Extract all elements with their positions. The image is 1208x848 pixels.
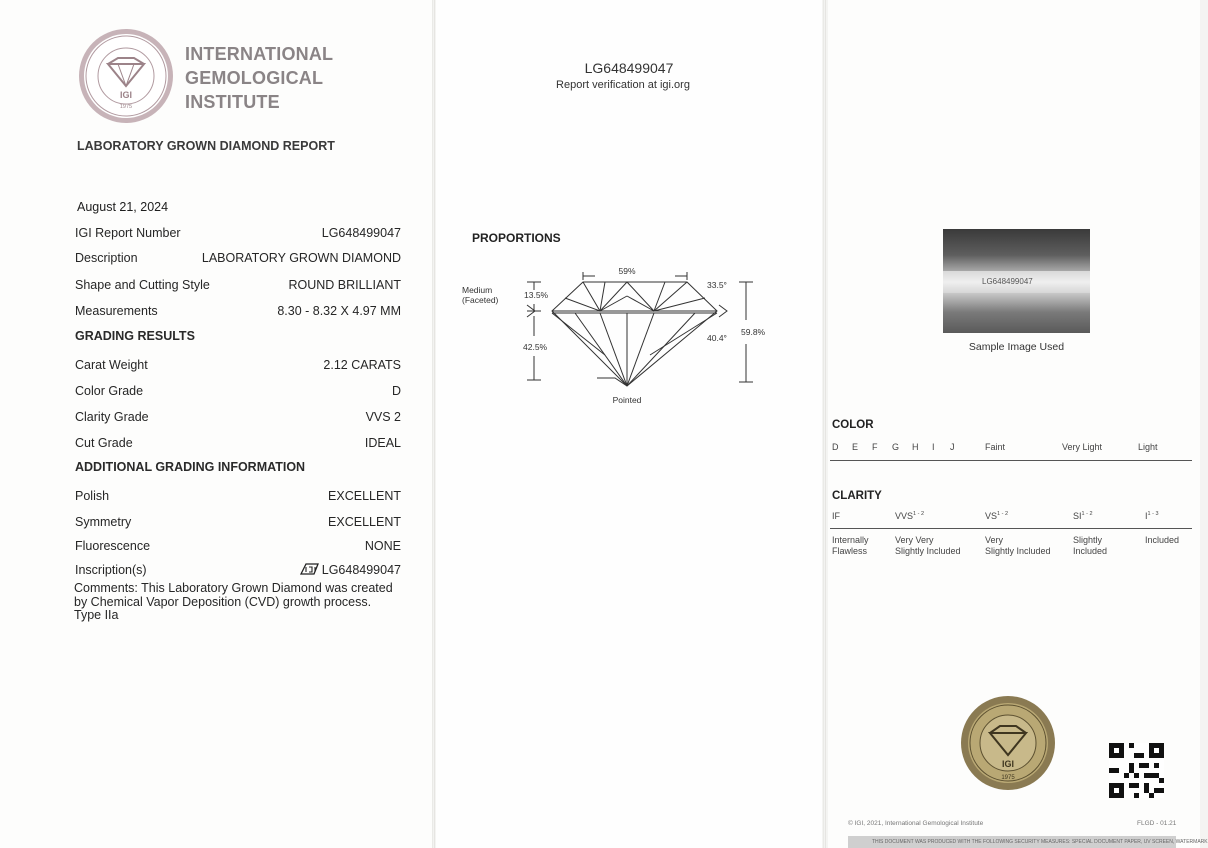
institute-name-line: INTERNATIONAL: [185, 44, 334, 64]
institute-name-line: GEMOLOGICAL: [185, 68, 324, 88]
crown-angle-label: 33.5°: [707, 280, 727, 290]
clarity-desc-line: Very: [985, 535, 1004, 545]
qr-code-icon: [1109, 743, 1164, 798]
clarity-desc: [832, 535, 869, 557]
section-title-grading: GRADING RESULTS: [75, 329, 195, 343]
color-letter: G: [892, 442, 900, 452]
security-strip: [848, 836, 1208, 848]
svg-text:IGI: IGI: [1001, 759, 1015, 769]
clarity-scale-title: CLARITY: [832, 490, 882, 502]
diamond-type: Type IIa: [74, 608, 119, 622]
clarity-code: [1145, 511, 1159, 521]
clarity-desc-line: Slightly Included: [985, 546, 1051, 556]
clarity-code-text: SI: [1073, 511, 1082, 521]
color-letter: H: [912, 442, 919, 452]
proportions-diagram: [455, 260, 795, 410]
clarity-code-text: I: [1145, 511, 1148, 521]
additional-label: Inscription(s): [75, 563, 147, 577]
clarity-desc-line: Very Very: [895, 535, 934, 545]
report-date: August 21, 2024: [77, 200, 169, 214]
clarity-code-range: 1 - 2: [1081, 511, 1093, 517]
color-range-light: Light: [1138, 442, 1158, 452]
form-code: FLGD - 01.21: [1137, 820, 1177, 827]
grading-label: Color Grade: [75, 384, 144, 398]
copyright-text: © IGI, 2021, International Gemological Institute: [848, 820, 984, 827]
total-depth-label: 59.8%: [741, 327, 766, 337]
grading-label: Clarity Grade: [75, 410, 149, 424]
seal2-year: 1975: [1001, 775, 1015, 781]
clarity-scale-line: [830, 528, 1192, 529]
color-scale-title: COLOR: [832, 419, 874, 431]
igi-mini-logo-icon: [300, 563, 320, 578]
inscription-text: LG648499047: [321, 563, 401, 577]
seal-year: 1975: [119, 104, 133, 110]
clarity-code-range: 1 - 2: [997, 511, 1009, 517]
grading-value: VVS 2: [365, 410, 401, 424]
diamond-outline: [552, 282, 717, 386]
clarity-desc-line: Internally: [832, 535, 869, 545]
clarity-code: [895, 511, 924, 521]
clarity-desc: [1073, 535, 1107, 557]
table-percent-label: 59%: [618, 266, 636, 276]
igi-seal-logo: [78, 28, 174, 124]
institute-name-line: INSTITUTE: [185, 92, 280, 112]
color-letter: E: [852, 442, 859, 452]
additional-label: Symmetry: [75, 515, 132, 529]
pavilion-depth-label: 42.5%: [523, 342, 548, 352]
clarity-desc-line: Included: [1073, 546, 1108, 556]
crown-height-label: 13.5%: [524, 290, 549, 300]
detail-label: Shape and Cutting Style: [75, 278, 210, 292]
proportions-title: PROPORTIONS: [472, 231, 561, 245]
culet-label: Pointed: [612, 395, 642, 405]
verification-text: Report verification at igi.org: [556, 79, 690, 91]
clarity-code-range: 1 - 3: [1147, 511, 1159, 517]
additional-value: EXCELLENT: [328, 515, 401, 529]
clarity-desc-line: Included: [1145, 535, 1180, 545]
comments-block: [74, 582, 394, 623]
grading-label: Cut Grade: [75, 436, 133, 450]
clarity-code-range: 1 - 2: [913, 511, 925, 517]
report-panel-middle: [436, 0, 822, 848]
verification-report-number: LG648499047: [584, 60, 674, 76]
clarity-code: [985, 511, 1008, 521]
detail-value: LABORATORY GROWN DIAMOND: [201, 251, 401, 265]
color-letter: F: [872, 442, 878, 452]
clarity-desc: [895, 535, 961, 557]
girdle-label-line1: Medium: [462, 285, 493, 295]
igi-gold-hologram-seal: [960, 695, 1056, 791]
girdle-label-line2: (Faceted): [462, 295, 499, 305]
detail-label: Measurements: [75, 304, 158, 318]
sample-girdle-image: [943, 229, 1090, 333]
clarity-code-text: VS: [985, 511, 998, 521]
additional-value: EXCELLENT: [328, 489, 401, 503]
clarity-code-text: VVS: [895, 511, 914, 521]
color-letter: D: [832, 442, 839, 452]
clarity-code: [1073, 511, 1093, 521]
grading-value: 2.12 CARATS: [323, 358, 401, 372]
detail-value: LG648499047: [321, 226, 401, 240]
security-note: THIS DOCUMENT WAS PRODUCED WITH THE FOLLOWING SECURITY MEASURES: SPECIAL DOCUMENT PAPER, UV SCREEN, WATERMARK: [872, 839, 1208, 845]
additional-label: Fluorescence: [75, 539, 151, 553]
clarity-desc-line: Flawless: [832, 546, 868, 556]
clarity-code: IF: [832, 511, 840, 521]
fold-line: [432, 0, 435, 848]
clarity-desc: [1145, 535, 1179, 546]
color-scale-line: [830, 460, 1192, 461]
grading-value: D: [391, 384, 401, 398]
clarity-desc-line: Slightly: [1073, 535, 1103, 545]
institute-name: [185, 42, 333, 114]
pavilion-angle-label: 40.4°: [707, 333, 727, 343]
additional-label: Polish: [75, 489, 110, 503]
comments-text: Comments: This Laboratory Grown Diamond was created by Chemical Vapor Deposition (CVD) growth process.: [74, 581, 393, 609]
girdle-engraving: LG648499047: [982, 277, 1033, 286]
detail-label: Description: [75, 251, 138, 265]
section-title-additional: ADDITIONAL GRADING INFORMATION: [75, 460, 306, 474]
clarity-desc: [985, 535, 1051, 557]
color-letter: I: [932, 442, 935, 452]
inscription-value: [300, 563, 401, 578]
report-panel-left: [0, 0, 432, 848]
detail-label: IGI Report Number: [75, 226, 181, 240]
additional-value: NONE: [364, 539, 401, 553]
svg-text:IGI: IGI: [119, 90, 133, 100]
clarity-desc-line: Slightly Included: [895, 546, 961, 556]
color-range-very-light: Very Light: [1062, 442, 1103, 452]
grading-value: IDEAL: [364, 436, 401, 450]
color-letter: J: [950, 442, 955, 452]
report-title: LABORATORY GROWN DIAMOND REPORT: [77, 139, 335, 153]
fold-line: [823, 0, 826, 848]
color-range-faint: Faint: [985, 442, 1006, 452]
detail-value: 8.30 - 8.32 X 4.97 MM: [277, 304, 401, 318]
sample-image-caption: Sample Image Used: [968, 341, 1065, 353]
detail-value: ROUND BRILLIANT: [288, 278, 401, 292]
grading-label: Carat Weight: [75, 358, 148, 372]
